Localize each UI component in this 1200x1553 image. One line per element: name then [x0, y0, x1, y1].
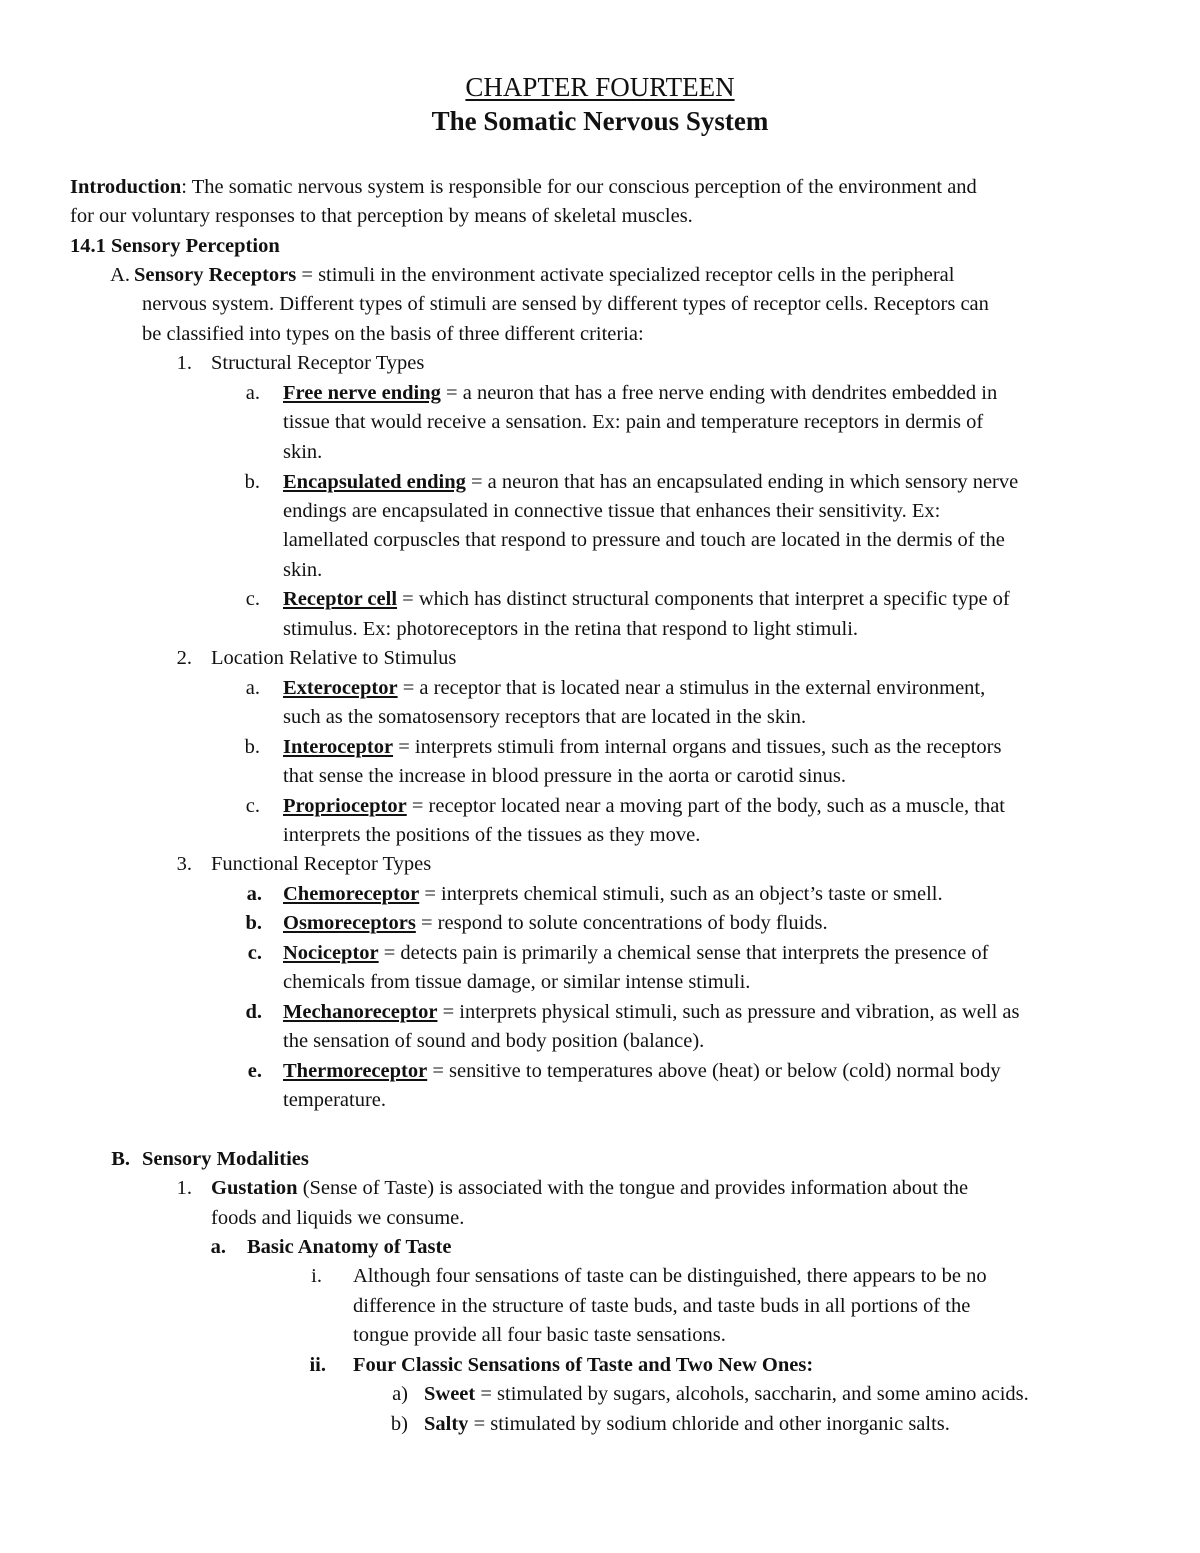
- list-marker: i.: [311, 1265, 322, 1287]
- list-marker: e.: [247, 1060, 262, 1082]
- list-item: Salty = stimulated by sodium chloride and other inorganic salts.: [424, 1413, 950, 1435]
- list-marker: b.: [244, 736, 260, 758]
- list-item: Gustation (Sense of Taste) is associated with the tongue and provides information about the: [211, 1177, 969, 1199]
- list-item: Basic Anatomy of Taste: [247, 1236, 452, 1258]
- text-line: such as the somatosensory receptors that are located in the skin.: [283, 706, 807, 728]
- text-line: lamellated corpuscles that respond to pressure and touch are located in the dermis of the: [283, 529, 1005, 551]
- text-line: be classified into types on the basis of three different criteria:: [142, 323, 644, 345]
- list-item: Location Relative to Stimulus: [211, 647, 457, 669]
- term: Chemoreceptor: [283, 883, 420, 905]
- intro-line-1: Introduction: The somatic nervous system is responsible for our conscious perception of the environment and: [70, 176, 977, 198]
- list-item: Sensory Receptors = stimuli in the environment activate specialized receptor cells in the peripheral: [134, 264, 955, 286]
- list-marker: b): [390, 1413, 408, 1435]
- text-line: interprets the positions of the tissues as they move.: [283, 824, 701, 846]
- term: Interoceptor: [283, 736, 394, 758]
- text-line: chemicals from tissue damage, or similar intense stimuli.: [283, 971, 751, 993]
- list-marker: a.: [245, 677, 260, 699]
- term: Osmoreceptors: [283, 912, 416, 934]
- list-item: Mechanoreceptor = interprets physical stimuli, such as pressure and vibration, as well as: [283, 1001, 1020, 1023]
- list-marker: a.: [246, 883, 262, 905]
- text-line: tissue that would receive a sensation. Ex: pain and temperature receptors in dermis of: [283, 411, 984, 433]
- text-line: nervous system. Different types of stimuli are sensed by different types of receptor cells. Receptors can: [142, 293, 989, 315]
- list-item: Osmoreceptors = respond to solute concentrations of body fluids.: [283, 912, 828, 934]
- term: Gustation: [211, 1177, 298, 1199]
- list-marker: A.: [110, 264, 130, 286]
- list-item: Interoceptor = interprets stimuli from internal organs and tissues, such as the receptors: [283, 736, 1002, 758]
- term: Mechanoreceptor: [283, 1001, 438, 1023]
- term: Nociceptor: [283, 942, 379, 964]
- intro-label: Introduction: [70, 176, 182, 198]
- list-marker: d.: [245, 1001, 262, 1023]
- section-heading: Sensory Modalities: [142, 1148, 309, 1170]
- term: Sweet: [424, 1383, 476, 1405]
- list-marker: c.: [247, 942, 262, 964]
- list-marker: 1.: [176, 1177, 192, 1199]
- text-line: skin.: [283, 559, 323, 581]
- list-marker: 3.: [176, 853, 192, 875]
- list-item: Sweet = stimulated by sugars, alcohols, saccharin, and some amino acids.: [424, 1383, 1029, 1405]
- term: Receptor cell: [283, 588, 398, 610]
- list-marker: c.: [245, 588, 260, 610]
- text-line: tongue provide all four basic taste sensations.: [353, 1324, 726, 1346]
- text-line: stimulus. Ex: photoreceptors in the retina that respond to light stimuli.: [283, 618, 859, 640]
- list-marker: 1.: [176, 352, 192, 374]
- text-line: difference in the structure of taste buds, and taste buds in all portions of the: [353, 1295, 971, 1317]
- chapter-title: The Somatic Nervous System: [431, 106, 769, 136]
- list-marker: 2.: [176, 647, 192, 669]
- list-marker: b.: [244, 471, 260, 493]
- chapter-heading: CHAPTER FOURTEEN: [465, 72, 735, 102]
- list-item: Chemoreceptor = interprets chemical stimuli, such as an object’s taste or smell.: [283, 883, 943, 905]
- section-heading-14-1: 14.1 Sensory Perception: [70, 235, 280, 257]
- term: Encapsulated ending: [283, 471, 466, 493]
- text-line: that sense the increase in blood pressure in the aorta or carotid sinus.: [283, 765, 847, 787]
- list-item: Structural Receptor Types: [211, 352, 425, 374]
- list-item: Although four sensations of taste can be distinguished, there appears to be no: [353, 1265, 987, 1287]
- text-line: foods and liquids we consume.: [211, 1207, 465, 1229]
- list-item: Exteroceptor = a receptor that is located near a stimulus in the external environment,: [283, 677, 986, 699]
- list-item: Proprioceptor = receptor located near a moving part of the body, such as a muscle, that: [283, 795, 1005, 817]
- list-marker: ii.: [309, 1354, 326, 1376]
- list-marker: a.: [210, 1236, 226, 1258]
- intro-line-2: for our voluntary responses to that perception by means of skeletal muscles.: [70, 205, 693, 227]
- list-marker: B.: [111, 1148, 130, 1170]
- list-item: Four Classic Sensations of Taste and Two New Ones:: [353, 1354, 814, 1376]
- list-item: Thermoreceptor = sensitive to temperatures above (heat) or below (cold) normal body: [283, 1060, 1001, 1082]
- term: Proprioceptor: [283, 795, 407, 817]
- term: Sensory Receptors: [134, 264, 297, 286]
- text-line: the sensation of sound and body position (balance).: [283, 1030, 705, 1052]
- term: Exteroceptor: [283, 677, 398, 699]
- list-item: Free nerve ending = a neuron that has a free nerve ending with dendrites embedded in: [283, 382, 998, 404]
- text-line: endings are encapsulated in connective tissue that enhances their sensitivity. Ex:: [283, 500, 941, 522]
- list-marker: c.: [245, 795, 260, 817]
- term: Thermoreceptor: [283, 1060, 428, 1082]
- term: Salty: [424, 1413, 469, 1435]
- term: Free nerve ending: [283, 382, 441, 404]
- list-marker: a): [392, 1383, 408, 1405]
- list-marker: b.: [245, 912, 262, 934]
- list-marker: a.: [245, 382, 260, 404]
- list-item: Encapsulated ending = a neuron that has an encapsulated ending in which sensory nerve: [283, 471, 1019, 493]
- text-line: skin.: [283, 441, 323, 463]
- list-item: Receptor cell = which has distinct structural components that interpret a specific type of: [283, 588, 1010, 610]
- list-item: Functional Receptor Types: [211, 853, 432, 875]
- list-item: Nociceptor = detects pain is primarily a chemical sense that interprets the presence of: [283, 942, 989, 964]
- text-line: temperature.: [283, 1089, 387, 1111]
